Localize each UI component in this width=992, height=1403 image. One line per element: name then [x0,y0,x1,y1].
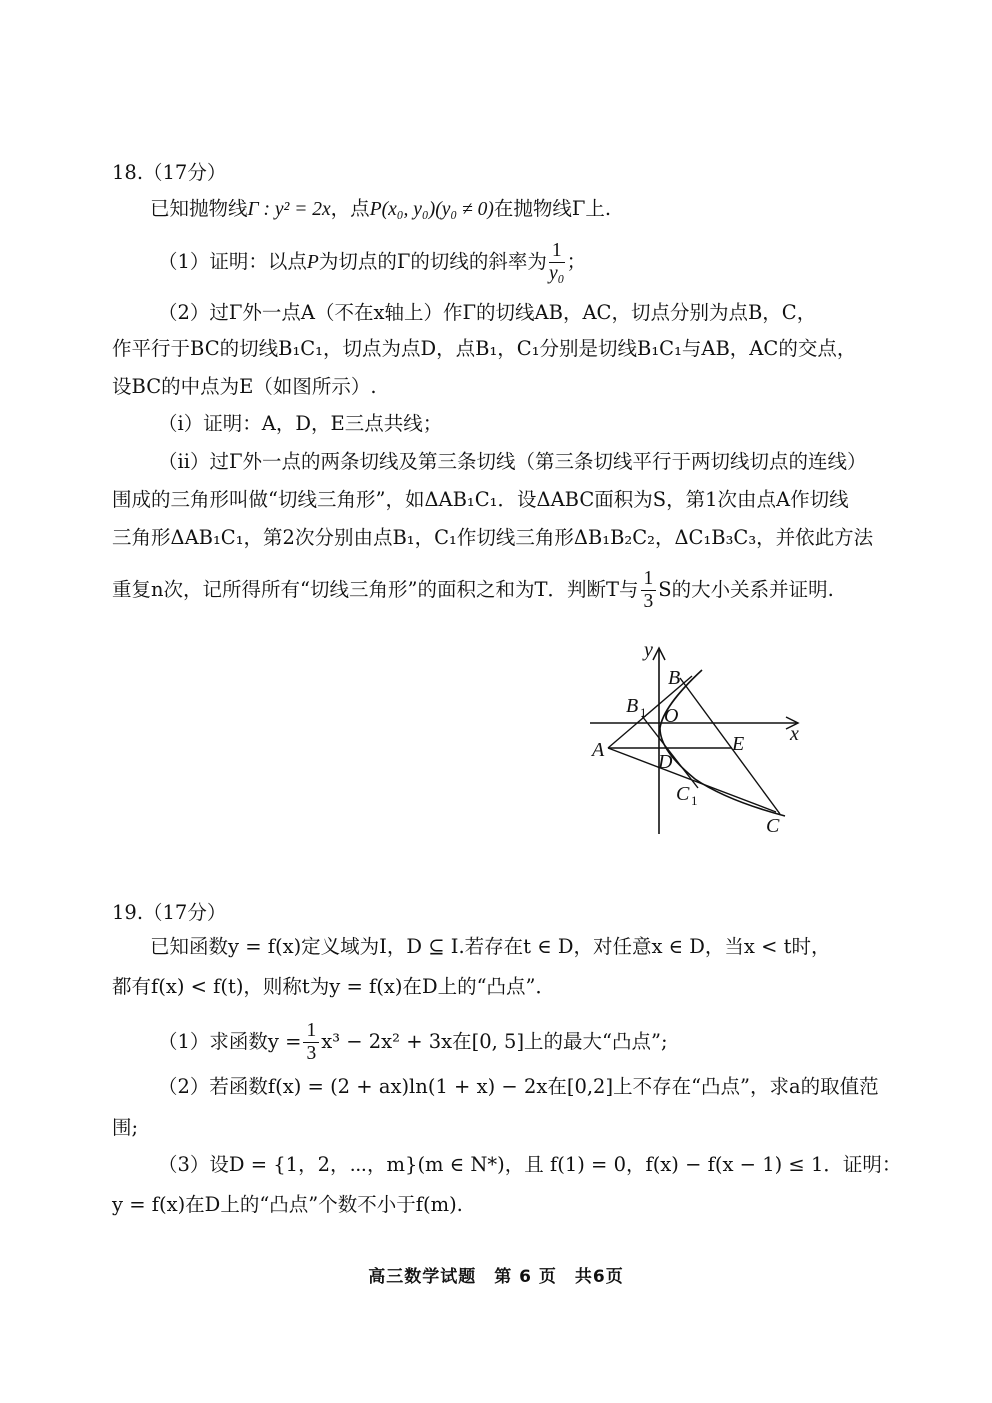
q19-p1-pre: （1）求函数y = [158,1030,302,1053]
page-footer: 高三数学试题 第 6 页 共6页 [368,1267,624,1287]
q18-p1-frac-num: 1 [549,240,565,263]
q18-pii-line1: （ii）过Γ外一点的两条切线及第三条切线（第三条切线平行于两切线切点的连线） [158,450,867,473]
q18-pii-line2: 围成的三角形叫做“切线三角形”，如ΔAB₁C₁．设ΔABC面积为S，第1次由点A作切线 [112,488,849,511]
q18-stem-point: P(x₀, y₀)(y₀ ≠ 0) [369,199,494,220]
q18-stem-pre: 已知抛物线 [150,197,248,220]
q18-pii-fraction [641,568,657,613]
q19-stem-line1: 已知函数y = f(x)定义域为I，D ⊆ I.若存在t ∈ D，对任意x ∈ D，当x < t时， [150,935,831,958]
q18-stem-mid: ，点 [330,197,370,220]
q18-stem-post: 在抛物线Γ上. [493,197,612,220]
q18-p1-pre: （1）证明：以点 [158,250,307,273]
q18-p2-line1: （2）过Γ外一点A（不在x轴上）作Γ的切线AB，AC，切点分别为点B，C， [158,301,817,324]
q18-stem [150,196,611,223]
q19-stem-line2: 都有f(x) < f(t)，则称t为y = f(x)在D上的“凸点”． [112,975,556,998]
label-C1: C [676,783,690,805]
q19-p2-line1: （2）若函数f(x) = (2 + ax)ln(1 + x) − 2x在[0,2]上不存在“凸点”，求a的取值范 [158,1075,879,1098]
q19-p3-line1: （3）设D = {1，2，⋯，m}(m ∈ N*)，且 f(1) = 0，f(x) − f(x − 1) ≤ 1．证明： [158,1153,902,1176]
q18-pii-line3: 三角形ΔAB₁C₁，第2次分别由点B₁，C₁作切线三角形ΔB₁B₂C₂，ΔC₁B₃C₃，并依此方法 [112,526,874,549]
q18-p2-line3: 设BC的中点为E（如图所示）. [112,375,377,398]
q18-pii-line4-post: S的大小关系并证明. [658,578,834,601]
q19-p2-line2: 围; [112,1116,139,1139]
q18-figure [580,636,820,846]
label-C: C [766,815,780,837]
q18-part1 [158,240,586,285]
label-x: x [790,723,799,745]
q19-header: 19.（17分） [112,901,227,924]
q18-part-i: （i）证明：A，D，E三点共线； [158,412,443,435]
label-D: D [658,751,673,773]
q18-pii-frac-num: 1 [641,568,657,591]
q18-p1-P: P [306,252,319,273]
q19-p1-fraction [303,1020,319,1065]
label-O: O [664,705,679,727]
q19-p1-frac-num: 1 [303,1020,319,1043]
q18-p1-end: ； [566,250,587,273]
label-E: E [732,733,745,755]
q19-p1-post: x³ − 2x² + 3x在[0, 5]上的最大“凸点”; [321,1030,668,1053]
q18-pii-frac-den: 3 [643,591,654,612]
label-A: A [592,739,605,761]
q19-p1-frac-den: 3 [306,1043,317,1064]
label-y: y [644,639,653,661]
q18-p1-frac-den: y₀ [549,263,565,284]
label-C1-sub: 1 [691,793,698,808]
q18-p2-line2: 作平行于BC的切线B₁C₁，切点为点D，点B₁，C₁分别是切线B₁C₁与AB，AC的交点， [112,337,857,360]
q19-part1 [158,1020,668,1065]
label-B1-sub: 1 [640,705,647,720]
q18-p1-fraction [549,240,565,285]
label-B: B [668,667,681,689]
q18-pii-line4 [112,568,834,613]
q19-p3-line2: y = f(x)在D上的“凸点”个数不小于f(m). [112,1193,463,1216]
q18-stem-parabola: Γ : y² = 2x [247,199,331,220]
label-B1: B [626,695,639,717]
q18-header: 18.（17分） [112,161,227,184]
q18-pii-line4-pre: 重复n次，记所得所有“切线三角形”的面积之和为T．判断T与 [112,578,639,601]
q18-p1-mid: 为切点的Γ的切线的斜率为 [318,250,547,273]
